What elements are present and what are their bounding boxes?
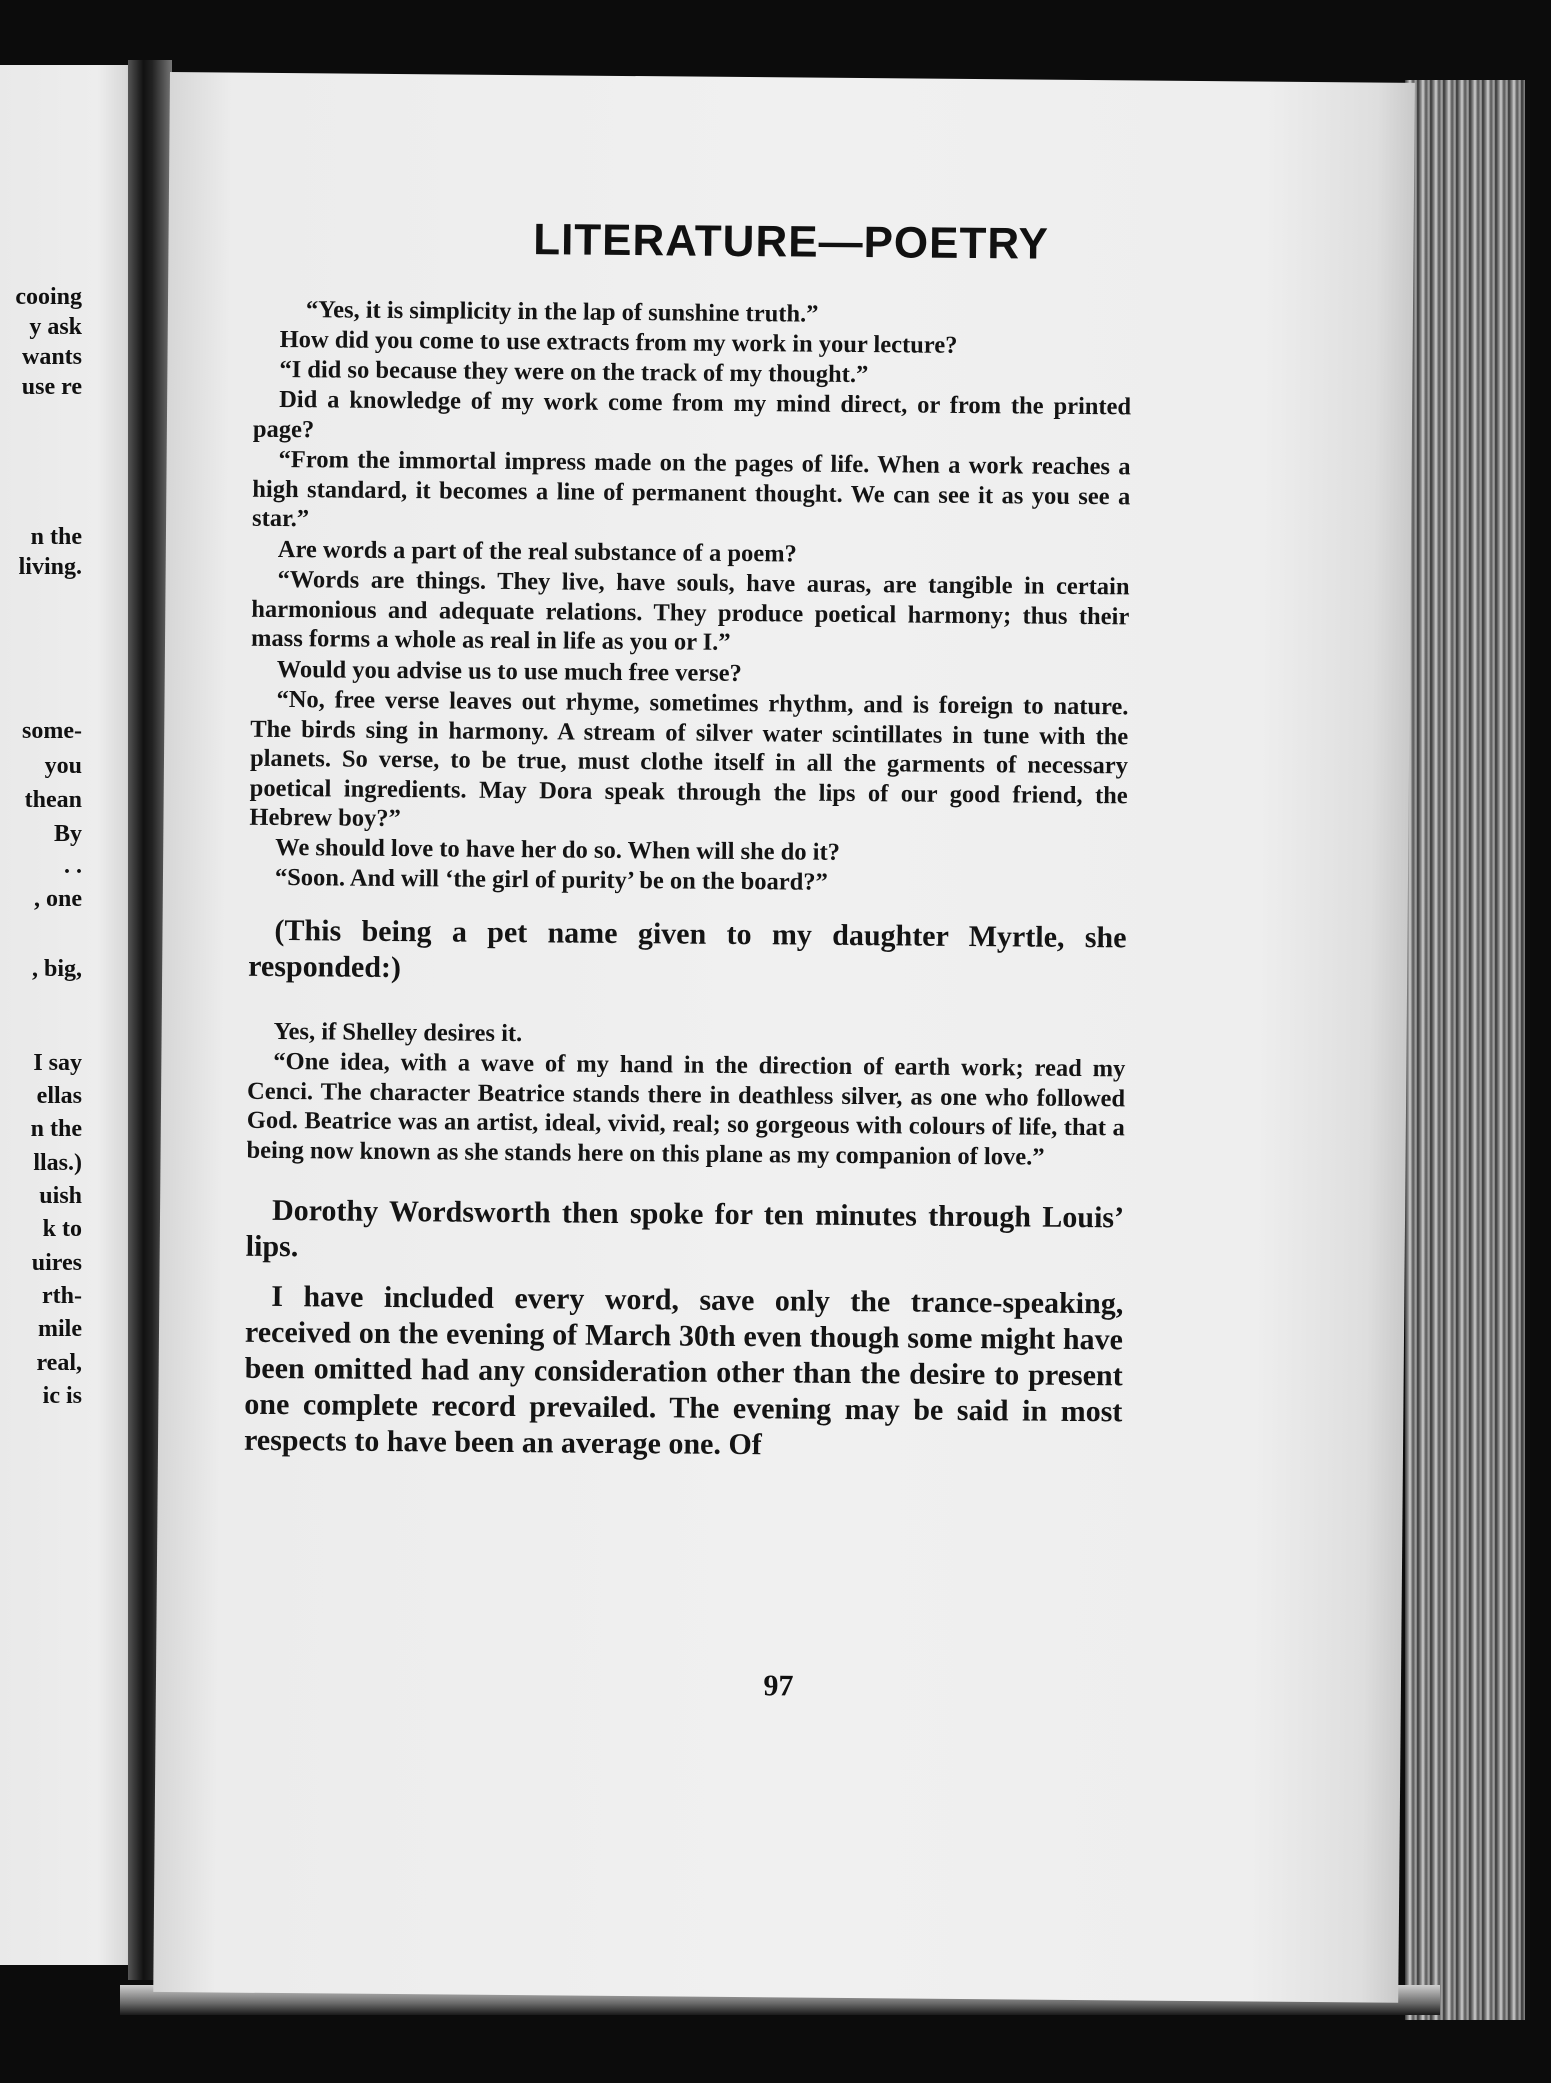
left-page-line: llas.) [33,1150,82,1176]
paragraph: “Soon. And will ‘the girl of purity’ be on the board?” [274,863,828,896]
paragraph: How did you come to use extracts from my work in your lecture? [279,325,958,359]
paragraph: Did a knowledge of my work come from my mind direct, or from the printed page? [252,385,1132,443]
left-page-line: real, [36,1350,82,1376]
narration-paragraph: (This being a pet name given to my daughter Myrtle, she responded:) [248,913,1127,985]
paragraph: Yes, if Shelley desires it. [273,1017,523,1048]
paragraph: “I did so because they were on the track of my thought.” [279,355,869,389]
left-page-line: y ask [29,314,82,340]
left-facing-page [0,65,140,1965]
left-page-line: n the [30,1116,82,1142]
left-page-line: uish [39,1183,82,1209]
left-page-line: . . [64,853,82,879]
paragraph: “No, free verse leaves out rhyme, sometimes rhythm, and is foreign to nature. The birds sing in harmony. A stream of silver water scintillates in tune with the planets. So verse, to be true, must clothe itself in all the garments of necessary poetical ingredients. May Dora speak through the lips of our good friend, the Hebrew boy?” [249,685,1129,833]
paragraph: “From the immortal impress made on the pages of life. When a work reaches a high standard, it becomes a line of permanent thought. We can see it as you see a star.” [251,445,1131,533]
paragraph: “Words are things. They live, have souls, have auras, are tangible in certain harmonious and adequate relations. They produce poetical harmony; thus their mass forms a whole as real in life as you or I.” [250,565,1130,656]
left-page-line: rth- [42,1283,82,1309]
left-page-line: use re [21,374,82,400]
left-page-line: ic is [42,1383,82,1409]
left-page-line: some- [22,718,82,744]
paragraph: We should love to have her do so. When will she do it? [275,833,841,866]
paragraph: “Yes, it is simplicity in the lap of sunshine truth.” [305,296,819,328]
narration-paragraph: I have included every word, save only the trance-speaking, received on the evening of March 30th even though some might have been omitted had any consideration other than the desire to present one complete record prevailed. The evening may be said in most respects to have been an average one. Of [243,1279,1124,1462]
paragraph: “One idea, with a wave of my hand in the direction of earth work; read my Cenci. The character Beatrice stands there in deathless silver, as one who followed God. Beatrice was an artist, ideal, vivid, real; so gorgeous with colours of life, that a being now known as she stands here on this plane as my companion of love.” [246,1047,1126,1171]
left-page-line: n the [30,524,82,550]
left-page-line: k to [42,1216,82,1242]
left-page-line: wants [21,344,82,370]
paragraph: Are words a part of the real substance of a poem? [277,535,797,568]
left-page-line: thean [24,787,82,813]
left-page-line: you [44,753,82,779]
left-page-line: , one [34,886,82,912]
main-page [153,72,1415,2003]
left-page-line: living. [18,554,82,580]
left-page-line: mile [38,1316,82,1342]
left-page-line: ellas [36,1083,82,1109]
left-page-line: , big, [31,956,82,982]
page-stack-edge [1405,80,1525,2020]
page-title: LITERATURE—POETRY [532,215,1050,269]
page-number: 97 [763,1669,794,1703]
left-page-line: uires [31,1250,82,1276]
left-page-line: By [53,821,82,847]
left-page-line: cooing [15,284,82,310]
paragraph: Would you advise us to use much free verse? [276,655,742,688]
narration-paragraph: Dorothy Wordsworth then spoke for ten minutes through Louis’ lips. [245,1193,1125,1264]
left-page-line: I say [33,1050,82,1076]
